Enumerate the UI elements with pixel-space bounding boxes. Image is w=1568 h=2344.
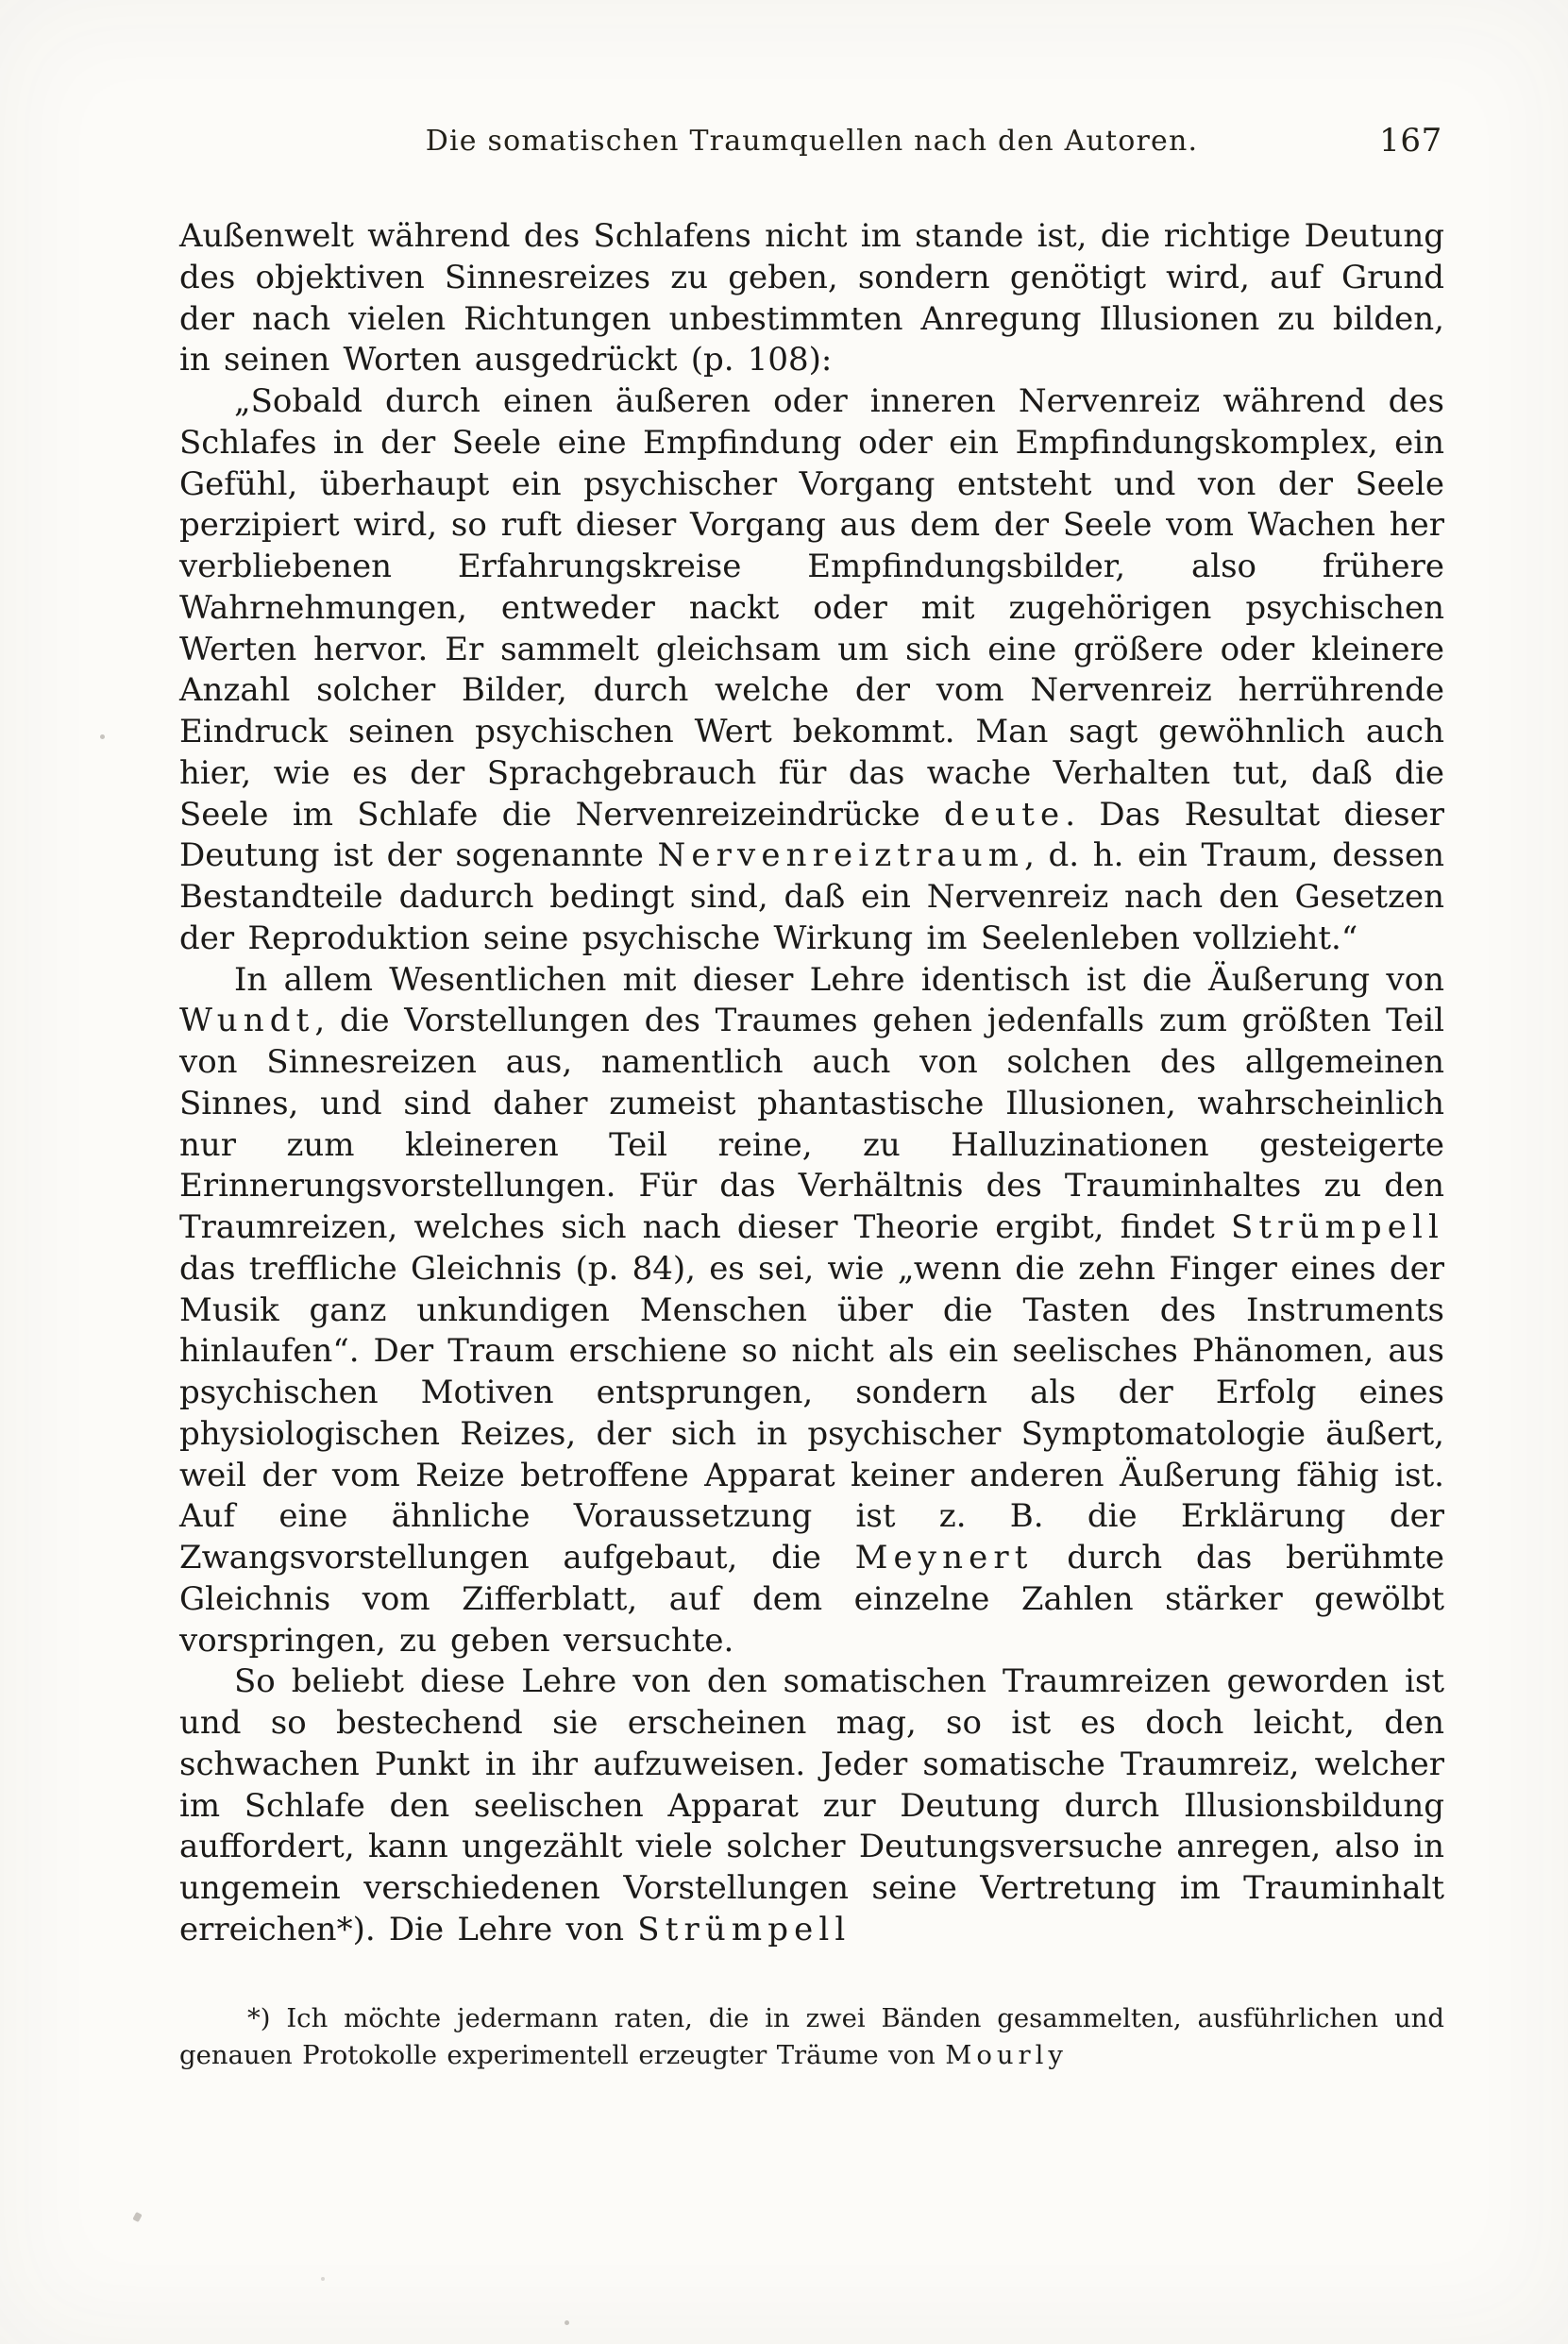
paragraph xyxy=(179,1661,1444,1950)
emphasized-name: Mourly xyxy=(945,2040,1068,2071)
running-head xyxy=(179,122,1444,160)
emphasized-name: Nervenreiztraum xyxy=(657,836,1025,875)
footnote xyxy=(179,2000,1444,2076)
scan-artifact xyxy=(321,2277,325,2281)
text-segment: *) Ich möchte jedermann raten, die in zwei Bänden gesammelten, ausführlichen und genauen Protokolle experimentell erzeugter Träume von xyxy=(179,2002,1444,2071)
text-segment: . Das Resultat dieser Deutung ist der sogenannte xyxy=(179,795,1445,875)
text-segment: das treffliche Gleichnis (p. 84), es sei, wie „wenn die zehn Finger eines der Musik ganz unkundigen Menschen über die Tasten des Instruments hinlaufen“. Der Traum erschiene so nicht als ein seelisches Phänomen, aus psychischen Motiven entsprungen, sondern als der Erfolg eines physiologischen Reizes, der sich in psychischer Symptomatologie äußert, weil der vom Reize betroffene Apparat keiner anderen Äußerung fähig ist. Auf eine ähnliche Voraussetzung ist z. B. die Erklärung der Zwangsvorstellungen aufgebaut, die xyxy=(179,1249,1444,1577)
emphasized-name: Meynert xyxy=(854,1539,1034,1577)
scan-artifact xyxy=(565,2320,569,2325)
page-number: 167 xyxy=(1379,122,1442,160)
paragraph xyxy=(179,216,1444,381)
page-title: Die somatischen Traumquellen nach den Autoren. xyxy=(425,125,1199,158)
text-segment: , d. h. ein Traum, dessen Bestandteile dadurch bedingt sind, daß ein Nervenreiz nach den Gesetzen der Reproduktion seine psychische Wirkung im Seelenleben vollzieht.“ xyxy=(179,836,1444,957)
emphasized-name: Strümpell xyxy=(637,1910,851,1948)
text-segment: In allem Wesentlichen mit dieser Lehre identisch ist die Äußerung von xyxy=(234,960,1444,999)
text-segment: Außenwelt während des Schlafens nicht im stande ist, die richtige Deutung des objektiven Sinnesreizes zu geben, sondern genötigt wird, auf Grund der nach vielen Richtungen unbestimmten Anregung Illusionen zu bilden, in seinen Worten ausgedrückt (p. 108): xyxy=(179,217,1444,379)
emphasized-name: Wundt xyxy=(179,1002,315,1040)
scan-artifact xyxy=(132,2212,142,2222)
scan-artifact xyxy=(100,734,105,739)
text-segment: durch das berühmte Gleichnis vom Zifferblatt, auf dem einzelne Zahlen stärker gewölbt vorspringen, zu geben versuchte. xyxy=(179,1539,1444,1660)
text-segment: So beliebt diese Lehre von den somatischen Traumreizen geworden ist und so bestechend sie erscheinen mag, so ist es doch leicht, den schwachen Punkt in ihr aufzuweisen. Jeder somatische Traumreiz, welcher im Schlafe den seelischen Apparat zur Deutung durch Illusionsbildung auffordert, kann ungezählt viele solcher Deutungsversuche anregen, also in ungemein verschiedenen Vorstellungen seine Vertretung im Trauminhalt erreichen*). Die Lehre von xyxy=(179,1662,1444,1948)
paragraph xyxy=(179,381,1444,960)
body-paragraphs xyxy=(179,216,1444,1951)
emphasized-name: deute xyxy=(944,795,1066,834)
emphasized-name: Strümpell xyxy=(1230,1208,1444,1246)
text-segment: , die Vorstellungen des Traumes gehen jedenfalls zum größten Teil von Sinnesreizen aus, namentlich auch von solchen des allgemeinen Sinnes, und sind daher zumeist phantastische Illusionen, wahrscheinlich nur zum kleineren Teil reine, zu Halluzinationen gesteigerte Erinnerungsvorstellungen. Für das Verhältnis des Trauminhaltes zu den Traumreizen, welches sich nach dieser Theorie ergibt, findet xyxy=(179,1002,1444,1246)
text-segment: „Sobald durch einen äußeren oder inneren Nervenreiz während des Schlafes in der Seele eine Empfindung oder ein Empfindungskomplex, ein Gefühl, überhaupt ein psychischer Vorgang entsteht und von der Seele perzipiert wird, so ruft dieser Vorgang aus dem der Seele vom Wachen her verbliebenen Erfahrungskreise Empfindungsbilder, also frühere Wahrnehmungen, entweder nackt oder mit zugehörigen psychischen Werten hervor. Er sammelt gleichsam um sich eine größere oder kleinere Anzahl solcher Bilder, durch welche der vom Nervenreiz herrührende Eindruck seinen psychischen Wert bekommt. Man sagt gewöhnlich auch hier, wie es der Sprachgebrauch für das wache Verhalten tut, daß die Seele im Schlafe die Nervenreizeindrücke xyxy=(179,382,1444,834)
text-block xyxy=(179,122,1445,2101)
paragraph xyxy=(179,960,1444,1662)
